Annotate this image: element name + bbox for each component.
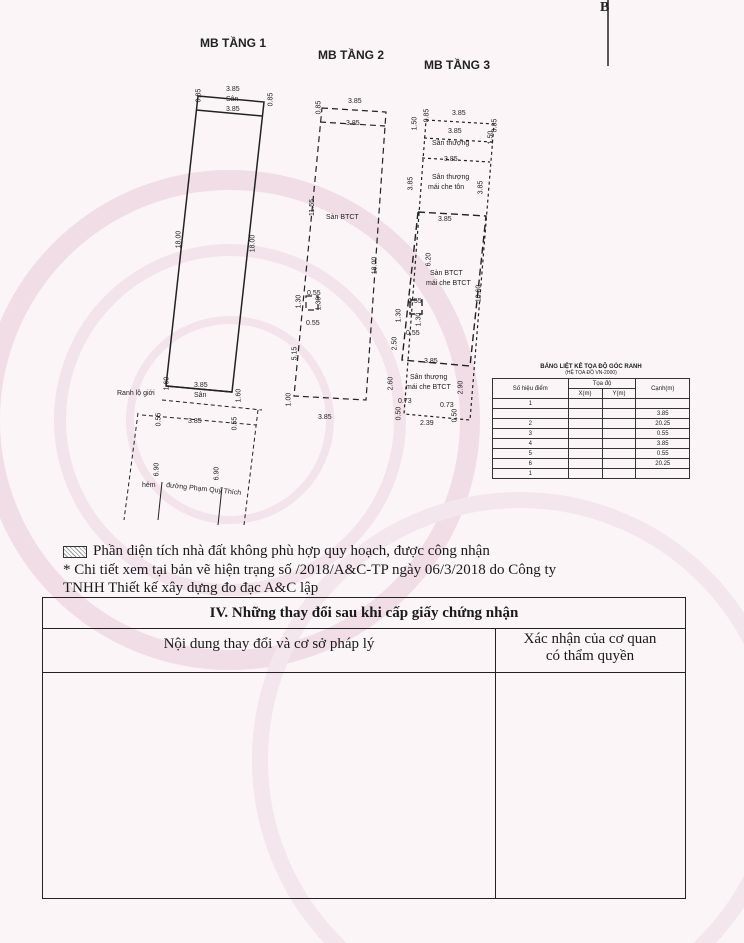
f1-dim: Sân <box>226 96 239 103</box>
corner-letter: B <box>600 0 610 15</box>
f1-dim: 1.60 <box>235 388 243 403</box>
column-header-changes: Nội dung thay đổi và cơ sở pháp lý <box>163 636 375 652</box>
floor1-title: MB TẦNG 1 <box>200 36 266 50</box>
col-y: Y(m) <box>602 389 636 399</box>
f3-dim: 0.85 <box>423 108 431 123</box>
table-row: 2 20.25 <box>493 419 690 429</box>
f3-dim: 0.50 <box>395 406 403 421</box>
f3-dim: Sân thượng <box>432 140 470 147</box>
f2-dim: 3.85 <box>318 414 332 421</box>
coordinate-table <box>492 364 690 479</box>
column-header-confirmation: Xác nhận của cơ quan có thẩm quyền <box>523 631 657 664</box>
f3-dim: 1.30 <box>395 308 403 323</box>
f3-dim: Sân thượng <box>410 374 448 381</box>
f2-dim: Sàn BTCT <box>326 214 359 221</box>
f1-dim: Sân <box>194 392 207 399</box>
table-row: 3 0.55 <box>493 429 690 439</box>
f3-dim: 3.85 <box>424 358 438 365</box>
f3-dim: 10.60 <box>475 284 483 303</box>
f1-dim: 3.85 <box>188 418 202 425</box>
f3-dim: mái che BTCT <box>426 280 471 287</box>
detail-note-line2: TNHH Thiết kế xây dựng đo đạc A&C lập <box>63 580 319 596</box>
floor2-title: MB TẦNG 2 <box>318 48 384 62</box>
f2-dim: 3.85 <box>346 120 360 127</box>
boundary-label: Ranh lộ giới <box>117 390 155 397</box>
f1-dim: 6.90 <box>213 466 221 481</box>
f2-dim: 0.55 <box>307 290 321 297</box>
table-row: 1 <box>493 399 690 409</box>
f3-dim: 3.85 <box>407 176 415 191</box>
table-row: 1 <box>493 469 690 479</box>
col-x: X(m) <box>568 389 602 399</box>
changes-section <box>42 597 686 899</box>
f2-dim: 0.85 <box>315 100 323 115</box>
f3-dim: 6.20 <box>425 252 433 267</box>
f2-dim: 18.00 <box>371 256 379 275</box>
f3-dim: 2.90 <box>457 380 465 395</box>
f1-dim: 0.85 <box>195 88 203 103</box>
f3-dim: 1.50 <box>411 116 419 131</box>
f1-dim: 18.00 <box>175 230 183 249</box>
table-row: 5 0.55 <box>493 449 690 459</box>
floor3-title: MB TẦNG 3 <box>424 58 490 72</box>
f1-dim: 3.85 <box>226 106 240 113</box>
f2-dim: 1.30 <box>315 296 323 311</box>
col-coord: Tọa độ <box>568 379 636 389</box>
f3-dim: 3.85 <box>444 156 458 163</box>
f3-dim: 1.30 <box>415 312 423 327</box>
column-divider <box>495 628 496 898</box>
header-divider <box>43 672 685 673</box>
f3-dim: 2.50 <box>391 336 399 351</box>
f1-dim: 0.55 <box>231 416 239 431</box>
f1-dim: 1.60 <box>163 376 171 391</box>
f3-dim: 3.85 <box>448 128 462 135</box>
col-edge: Cạnh(m) <box>636 379 690 399</box>
f3-dim: 1.50 <box>487 130 495 145</box>
f3-dim: 3.85 <box>477 180 485 195</box>
f2-dim: 1.00 <box>285 392 293 407</box>
f3-dim: 2.39 <box>420 420 434 427</box>
f3-dim: 3.85 <box>438 216 452 223</box>
f3-dim: 0.55 <box>408 298 422 305</box>
f2-dim: 1.30 <box>295 294 303 309</box>
f2-dim: 11.55 <box>309 199 316 216</box>
f2-dim: 0.55 <box>306 320 320 327</box>
table-row: 6 20.25 <box>493 459 690 469</box>
table-row: 3.85 <box>493 409 690 419</box>
f2-dim: 5.15 <box>291 346 299 361</box>
f1-dim: 6.90 <box>153 462 161 477</box>
f3-dim: 0.85 <box>491 118 499 133</box>
f1-dim: 3.85 <box>226 86 240 93</box>
street-alley-label: hẻm <box>142 482 156 489</box>
f3-dim: 3.85 <box>452 110 466 117</box>
floor2-outline <box>294 108 386 400</box>
coord-table-title: BẢNG LIỆT KÊ TỌA ĐỘ GÓC RANH <box>540 364 642 370</box>
hatched-legend-icon <box>63 546 87 558</box>
section-title: IV. Những thay đổi sau khi cấp giấy chứng nhận <box>43 598 685 629</box>
street-name-label: đường Phạm Quý Thích <box>165 482 242 497</box>
f3-dim: 0.50 <box>451 408 459 423</box>
col-point: Số hiệu điểm <box>493 379 569 399</box>
f3-dim: mái che BTCT <box>406 384 451 391</box>
f3-dim: 0.73 <box>398 398 412 405</box>
f1-dim: 0.55 <box>155 412 163 427</box>
f1-dim: 3.85 <box>194 382 208 389</box>
f1-dim: 18.00 <box>249 234 257 253</box>
legend-note: Phần diện tích nhà đất không phù hợp quy hoạch, được công nhận <box>63 543 490 560</box>
f3-dim: 2.60 <box>387 376 395 391</box>
f1-dim: 0.85 <box>267 92 275 107</box>
f3-dim: mái che tôn <box>428 184 465 191</box>
coord-table-subtitle: (HỆ TỌA ĐỘ VN-2000) <box>565 370 617 376</box>
f3-dim: Sân thượng <box>432 174 470 181</box>
table-row: 4 3.85 <box>493 439 690 449</box>
detail-note-line1: * Chi tiết xem tại bản vẽ hiện trạng số /2018/A&C-TP ngày 06/3/2018 do Công ty <box>63 562 557 578</box>
f3-dim: 0.55 <box>406 330 420 337</box>
f3-dim: 0.73 <box>440 402 454 409</box>
f2-dim: 3.85 <box>348 98 362 105</box>
f3-dim: Sàn BTCT <box>430 270 463 277</box>
